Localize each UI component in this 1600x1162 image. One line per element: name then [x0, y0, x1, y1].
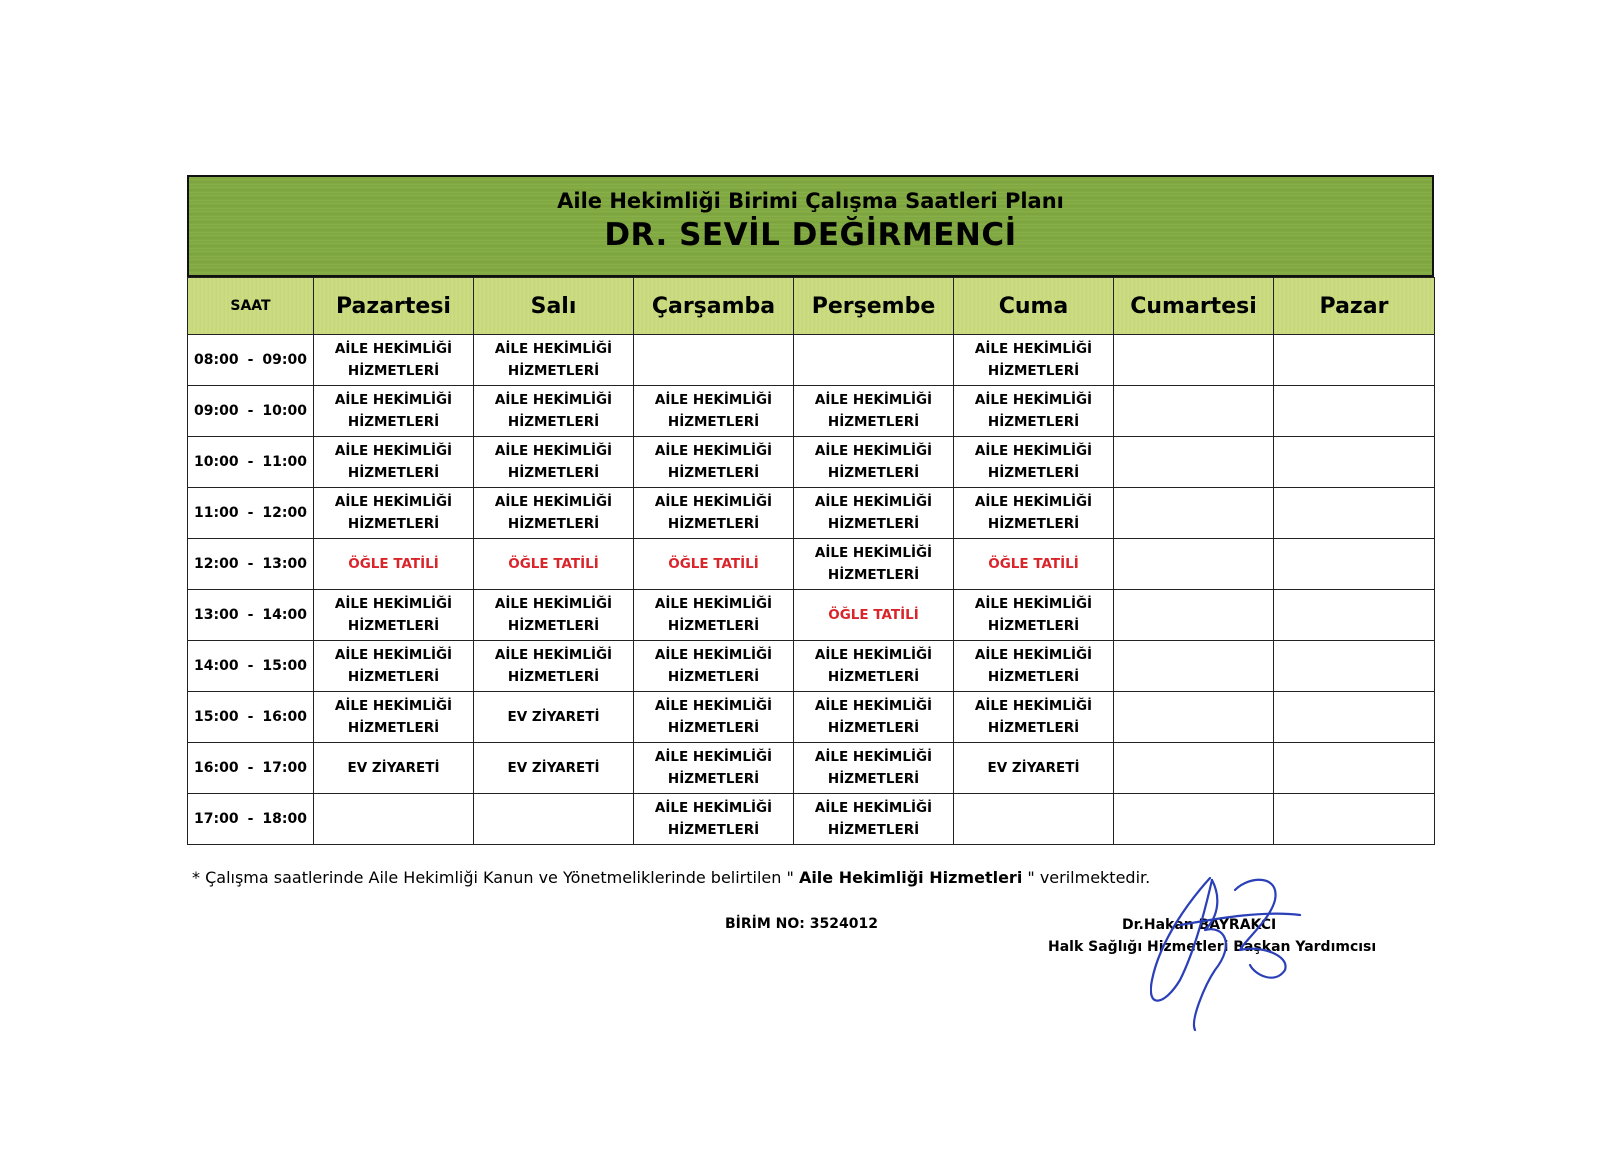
schedule-cell: [474, 641, 634, 692]
schedule-cell: [794, 692, 954, 743]
schedule-cell: [794, 437, 954, 488]
table-row: [188, 794, 1435, 845]
table-row: [188, 335, 1435, 386]
cell-line: HİZMETLERİ: [987, 363, 1080, 379]
cell-line: HİZMETLERİ: [667, 669, 760, 685]
footnote-start: * Çalışma saatlerinde Aile Hekimliği Kanun ve Yönetmeliklerinde belirtilen ": [192, 868, 799, 887]
schedule-cell: [634, 794, 794, 845]
cell-line: HİZMETLERİ: [827, 669, 920, 685]
time-slot-cell: [188, 692, 314, 743]
schedule-body: [188, 335, 1435, 845]
cell-line: HİZMETLERİ: [667, 822, 760, 838]
schedule-cell: [954, 743, 1114, 794]
cell-line: AİLE HEKİMLİĞİ: [814, 545, 933, 561]
time-slot-cell: [188, 641, 314, 692]
signatory-title: Halk Sağlığı Hizmetleri Başkan Yardımcısı: [1048, 939, 1377, 955]
time-end: 16:00: [262, 709, 307, 725]
time-start: 16:00: [194, 760, 239, 776]
cell-line: HİZMETLERİ: [987, 414, 1080, 430]
day-header: Pazar: [1274, 278, 1435, 335]
cell-line: HİZMETLERİ: [507, 516, 600, 532]
cell-line: HİZMETLERİ: [827, 822, 920, 838]
schedule-cell: [474, 794, 634, 845]
schedule-cell: [634, 641, 794, 692]
schedule-cell: [1274, 590, 1435, 641]
time-start: 15:00: [194, 709, 239, 725]
cell-line: AİLE HEKİMLİĞİ: [814, 800, 933, 816]
schedule-cell: [954, 794, 1114, 845]
doctor-name: DR. SEVİL DEĞİRMENCİ: [604, 217, 1017, 253]
cell-line: AİLE HEKİMLİĞİ: [814, 749, 933, 765]
schedule-cell: [794, 488, 954, 539]
time-start: 17:00: [194, 811, 239, 827]
schedule-cell: [314, 437, 474, 488]
time-slot-cell: [188, 335, 314, 386]
time-separator: -: [247, 556, 254, 572]
schedule-cell: [314, 590, 474, 641]
schedule-cell: [794, 386, 954, 437]
schedule-cell: [954, 692, 1114, 743]
schedule-cell: [474, 692, 634, 743]
time-separator: -: [247, 760, 254, 776]
cell-line: AİLE HEKİMLİĞİ: [494, 596, 613, 612]
cell-line: AİLE HEKİMLİĞİ: [334, 647, 453, 663]
cell-line: HİZMETLERİ: [347, 669, 440, 685]
cell-line: AİLE HEKİMLİĞİ: [494, 392, 613, 408]
schedule-cell: [1274, 335, 1435, 386]
schedule-cell: [1274, 386, 1435, 437]
schedule-cell: [474, 335, 634, 386]
schedule-table: [187, 277, 1435, 845]
footnote-bold: Aile Hekimliği Hizmetleri: [798, 868, 1023, 887]
time-end: 13:00: [262, 556, 307, 572]
schedule-cell: [314, 794, 474, 845]
cell-line: AİLE HEKİMLİĞİ: [654, 392, 773, 408]
schedule-cell: [954, 539, 1114, 590]
schedule-cell: [1114, 437, 1274, 488]
schedule-cell: [634, 692, 794, 743]
cell-line: AİLE HEKİMLİĞİ: [494, 341, 613, 357]
cell-line: AİLE HEKİMLİĞİ: [974, 392, 1093, 408]
table-row: [188, 743, 1435, 794]
cell-line: AİLE HEKİMLİĞİ: [974, 698, 1093, 714]
time-start: 11:00: [194, 505, 239, 521]
cell-line: ÖĞLE TATİLİ: [988, 556, 1079, 572]
time-slot-cell: [188, 590, 314, 641]
schedule-cell: [954, 437, 1114, 488]
cell-line: HİZMETLERİ: [347, 516, 440, 532]
day-header: Cumartesi: [1114, 278, 1274, 335]
time-start: 10:00: [194, 454, 239, 470]
schedule-cell: [794, 335, 954, 386]
table-row: [188, 437, 1435, 488]
schedule-cell: [474, 539, 634, 590]
schedule-cell: [954, 488, 1114, 539]
schedule-cell: [1114, 794, 1274, 845]
cell-line: AİLE HEKİMLİĞİ: [974, 647, 1093, 663]
table-row: [188, 539, 1435, 590]
cell-line: AİLE HEKİMLİĞİ: [814, 698, 933, 714]
schedule-cell: [1274, 488, 1435, 539]
schedule-cell: [1114, 692, 1274, 743]
schedule-cell: [954, 335, 1114, 386]
cell-line: ÖĞLE TATİLİ: [508, 556, 599, 572]
cell-line: HİZMETLERİ: [667, 465, 760, 481]
schedule-cell: [314, 641, 474, 692]
cell-line: EV ZİYARETİ: [347, 760, 440, 776]
schedule-cell: [634, 335, 794, 386]
cell-line: HİZMETLERİ: [827, 720, 920, 736]
cell-line: AİLE HEKİMLİĞİ: [494, 647, 613, 663]
cell-line: EV ZİYARETİ: [507, 709, 600, 725]
schedule-cell: [1114, 641, 1274, 692]
table-row: [188, 590, 1435, 641]
cell-line: ÖĞLE TATİLİ: [828, 607, 919, 623]
schedule-cell: [1114, 743, 1274, 794]
cell-line: AİLE HEKİMLİĞİ: [654, 647, 773, 663]
cell-line: HİZMETLERİ: [827, 465, 920, 481]
schedule-cell: [954, 590, 1114, 641]
time-end: 09:00: [262, 352, 307, 368]
cell-line: HİZMETLERİ: [667, 720, 760, 736]
cell-line: HİZMETLERİ: [347, 363, 440, 379]
cell-line: HİZMETLERİ: [347, 465, 440, 481]
schedule-cell: [954, 386, 1114, 437]
schedule-cell: [794, 794, 954, 845]
time-start: 14:00: [194, 658, 239, 674]
schedule-cell: [634, 488, 794, 539]
cell-line: HİZMETLERİ: [667, 618, 760, 634]
schedule-cell: [474, 386, 634, 437]
unit-number: BİRİM NO: 3524012: [725, 916, 878, 932]
time-end: 18:00: [262, 811, 307, 827]
cell-line: ÖĞLE TATİLİ: [668, 556, 759, 572]
time-start: 13:00: [194, 607, 239, 623]
schedule-cell: [634, 539, 794, 590]
schedule-cell: [794, 641, 954, 692]
schedule-sheet: [187, 175, 1434, 845]
schedule-cell: [1114, 335, 1274, 386]
saat-header: SAAT: [188, 278, 314, 335]
cell-line: AİLE HEKİMLİĞİ: [654, 596, 773, 612]
cell-line: AİLE HEKİMLİĞİ: [334, 698, 453, 714]
day-header: Cuma: [954, 278, 1114, 335]
cell-line: AİLE HEKİMLİĞİ: [654, 749, 773, 765]
schedule-cell: [1114, 386, 1274, 437]
cell-line: HİZMETLERİ: [827, 516, 920, 532]
time-slot-cell: [188, 539, 314, 590]
cell-line: AİLE HEKİMLİĞİ: [334, 596, 453, 612]
time-slot-cell: [188, 437, 314, 488]
time-end: 10:00: [262, 403, 307, 419]
cell-line: HİZMETLERİ: [987, 618, 1080, 634]
time-start: 09:00: [194, 403, 239, 419]
time-start: 08:00: [194, 352, 239, 368]
cell-line: AİLE HEKİMLİĞİ: [494, 494, 613, 510]
cell-line: HİZMETLERİ: [507, 618, 600, 634]
cell-line: HİZMETLERİ: [347, 720, 440, 736]
schedule-cell: [1274, 539, 1435, 590]
title-banner: [187, 175, 1434, 277]
schedule-cell: [314, 743, 474, 794]
time-end: 15:00: [262, 658, 307, 674]
cell-line: EV ZİYARETİ: [507, 760, 600, 776]
cell-line: AİLE HEKİMLİĞİ: [974, 596, 1093, 612]
schedule-cell: [794, 590, 954, 641]
cell-line: EV ZİYARETİ: [987, 760, 1080, 776]
time-end: 11:00: [262, 454, 307, 470]
schedule-cell: [1274, 641, 1435, 692]
time-separator: -: [247, 658, 254, 674]
time-slot-cell: [188, 488, 314, 539]
cell-line: HİZMETLERİ: [347, 618, 440, 634]
schedule-cell: [474, 743, 634, 794]
cell-line: HİZMETLERİ: [667, 414, 760, 430]
cell-line: HİZMETLERİ: [347, 414, 440, 430]
schedule-cell: [794, 539, 954, 590]
day-header: Çarşamba: [634, 278, 794, 335]
schedule-cell: [314, 539, 474, 590]
cell-line: HİZMETLERİ: [987, 516, 1080, 532]
cell-line: HİZMETLERİ: [827, 567, 920, 583]
signatory-name: Dr.Hakan BAYRAKCI: [1122, 917, 1277, 933]
plan-title: Aile Hekimliği Birimi Çalışma Saatleri Planı: [557, 189, 1064, 213]
time-separator: -: [247, 454, 254, 470]
cell-line: AİLE HEKİMLİĞİ: [814, 647, 933, 663]
cell-line: HİZMETLERİ: [507, 465, 600, 481]
cell-line: HİZMETLERİ: [987, 465, 1080, 481]
cell-line: AİLE HEKİMLİĞİ: [814, 443, 933, 459]
time-separator: -: [247, 403, 254, 419]
schedule-cell: [314, 692, 474, 743]
schedule-cell: [314, 488, 474, 539]
handwritten-signature: [1150, 870, 1310, 1035]
schedule-cell: [474, 437, 634, 488]
schedule-cell: [794, 743, 954, 794]
cell-line: AİLE HEKİMLİĞİ: [654, 800, 773, 816]
cell-line: HİZMETLERİ: [667, 771, 760, 787]
schedule-cell: [314, 335, 474, 386]
schedule-cell: [634, 386, 794, 437]
cell-line: HİZMETLERİ: [827, 414, 920, 430]
schedule-cell: [1274, 743, 1435, 794]
time-end: 12:00: [262, 505, 307, 521]
cell-line: AİLE HEKİMLİĞİ: [974, 443, 1093, 459]
header-row: [188, 278, 1435, 335]
time-end: 17:00: [262, 760, 307, 776]
time-start: 12:00: [194, 556, 239, 572]
cell-line: AİLE HEKİMLİĞİ: [334, 341, 453, 357]
time-separator: -: [247, 607, 254, 623]
schedule-cell: [474, 590, 634, 641]
time-separator: -: [247, 709, 254, 725]
table-row: [188, 692, 1435, 743]
schedule-cell: [474, 488, 634, 539]
day-header: Salı: [474, 278, 634, 335]
day-header: Perşembe: [794, 278, 954, 335]
time-separator: -: [247, 811, 254, 827]
cell-line: HİZMETLERİ: [667, 516, 760, 532]
cell-line: AİLE HEKİMLİĞİ: [334, 494, 453, 510]
cell-line: HİZMETLERİ: [507, 414, 600, 430]
time-separator: -: [247, 352, 254, 368]
schedule-cell: [634, 590, 794, 641]
schedule-cell: [314, 386, 474, 437]
table-row: [188, 641, 1435, 692]
cell-line: HİZMETLERİ: [507, 363, 600, 379]
cell-line: AİLE HEKİMLİĞİ: [334, 392, 453, 408]
cell-line: AİLE HEKİMLİĞİ: [654, 443, 773, 459]
day-header: Pazartesi: [314, 278, 474, 335]
schedule-cell: [1114, 488, 1274, 539]
schedule-cell: [634, 743, 794, 794]
time-slot-cell: [188, 794, 314, 845]
cell-line: AİLE HEKİMLİĞİ: [974, 341, 1093, 357]
cell-line: HİZMETLERİ: [827, 771, 920, 787]
schedule-cell: [954, 641, 1114, 692]
time-separator: -: [247, 505, 254, 521]
schedule-cell: [1274, 692, 1435, 743]
cell-line: AİLE HEKİMLİĞİ: [974, 494, 1093, 510]
schedule-cell: [1274, 437, 1435, 488]
schedule-cell: [1114, 590, 1274, 641]
cell-line: AİLE HEKİMLİĞİ: [814, 494, 933, 510]
footnote-end: " verilmektedir.: [1022, 868, 1151, 887]
time-end: 14:00: [262, 607, 307, 623]
footnote: [192, 868, 1150, 887]
cell-line: HİZMETLERİ: [987, 720, 1080, 736]
table-row: [188, 386, 1435, 437]
table-row: [188, 488, 1435, 539]
time-slot-cell: [188, 386, 314, 437]
cell-line: AİLE HEKİMLİĞİ: [654, 698, 773, 714]
cell-line: HİZMETLERİ: [507, 669, 600, 685]
schedule-cell: [1114, 539, 1274, 590]
time-slot-cell: [188, 743, 314, 794]
schedule-cell: [634, 437, 794, 488]
cell-line: HİZMETLERİ: [987, 669, 1080, 685]
cell-line: AİLE HEKİMLİĞİ: [654, 494, 773, 510]
cell-line: AİLE HEKİMLİĞİ: [334, 443, 453, 459]
schedule-cell: [1274, 794, 1435, 845]
cell-line: AİLE HEKİMLİĞİ: [494, 443, 613, 459]
cell-line: ÖĞLE TATİLİ: [348, 556, 439, 572]
cell-line: AİLE HEKİMLİĞİ: [814, 392, 933, 408]
